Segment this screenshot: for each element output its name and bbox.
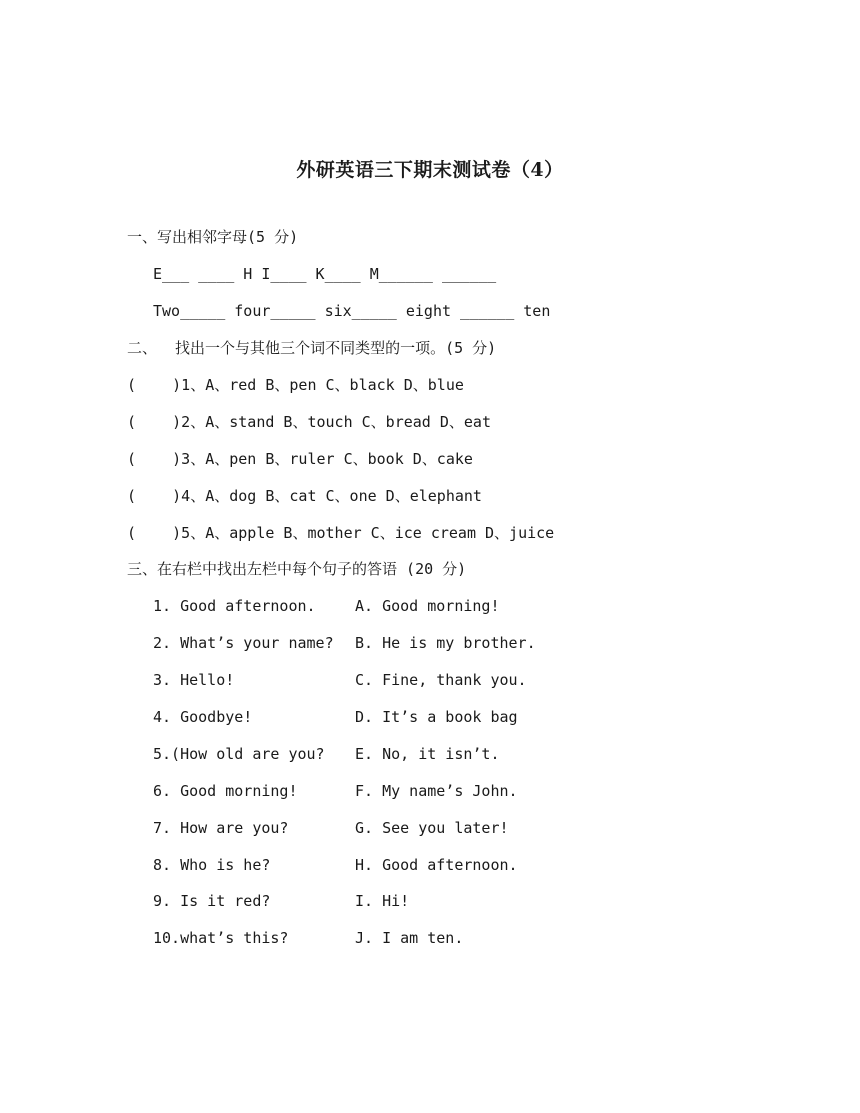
- left-column-item: 6. Good morning!: [153, 782, 298, 800]
- right-column-item: C. Fine, thank you.: [355, 671, 527, 689]
- section2-item-3: ( )3、A、pen B、ruler C、book D、cake: [127, 450, 473, 468]
- right-column-item: A. Good morning!: [355, 597, 500, 615]
- right-column-item: I. Hi!: [355, 892, 410, 910]
- right-column-item: J. I am ten.: [355, 929, 464, 947]
- right-column-item: H. Good afternoon.: [355, 856, 518, 874]
- left-column-item: 9. Is it red?: [153, 892, 271, 910]
- right-column-item: D. It’s a book bag: [355, 708, 518, 726]
- section1-letters-line: E___ ____ H I____ K____ M______ ______: [153, 265, 497, 283]
- section2-item-5: ( )5、A、apple B、mother C、ice cream D、juice: [127, 524, 555, 542]
- section1-numbers-line: Two_____ four_____ six_____ eight ______ ten: [153, 302, 551, 320]
- page-title: 外研英语三下期末测试卷（4）: [296, 159, 564, 181]
- section2-item-2: ( )2、A、stand B、touch C、bread D、eat: [127, 413, 491, 431]
- section3-heading: 三、在右栏中找出左栏中每个句子的答语 (20 分): [127, 560, 467, 578]
- left-column-item: 8. Who is he?: [153, 856, 271, 874]
- left-column-item: 4. Goodbye!: [153, 708, 253, 726]
- left-column-item: 7. How are you?: [153, 819, 289, 837]
- right-column-item: F. My name’s John.: [355, 782, 518, 800]
- left-column-item: 3. Hello!: [153, 671, 235, 689]
- left-column-item: 5.(How old are you?: [153, 745, 325, 763]
- left-column-item: 10.what’s this?: [153, 929, 289, 947]
- right-column-item: E. No, it isn’t.: [355, 745, 500, 763]
- section2-item-1: ( )1、A、red B、pen C、black D、blue: [127, 376, 464, 394]
- left-column-item: 2. What’s your name?: [153, 634, 334, 652]
- left-column-item: 1. Good afternoon.: [153, 597, 316, 615]
- right-column-item: B. He is my brother.: [355, 634, 536, 652]
- right-column-item: G. See you later!: [355, 819, 509, 837]
- section2-heading: 二、 找出一个与其他三个词不同类型的一项。(5 分): [127, 339, 497, 357]
- section2-item-4: ( )4、A、dog B、cat C、one D、elephant: [127, 487, 482, 505]
- section1-heading: 一、写出相邻字母(5 分): [127, 228, 299, 246]
